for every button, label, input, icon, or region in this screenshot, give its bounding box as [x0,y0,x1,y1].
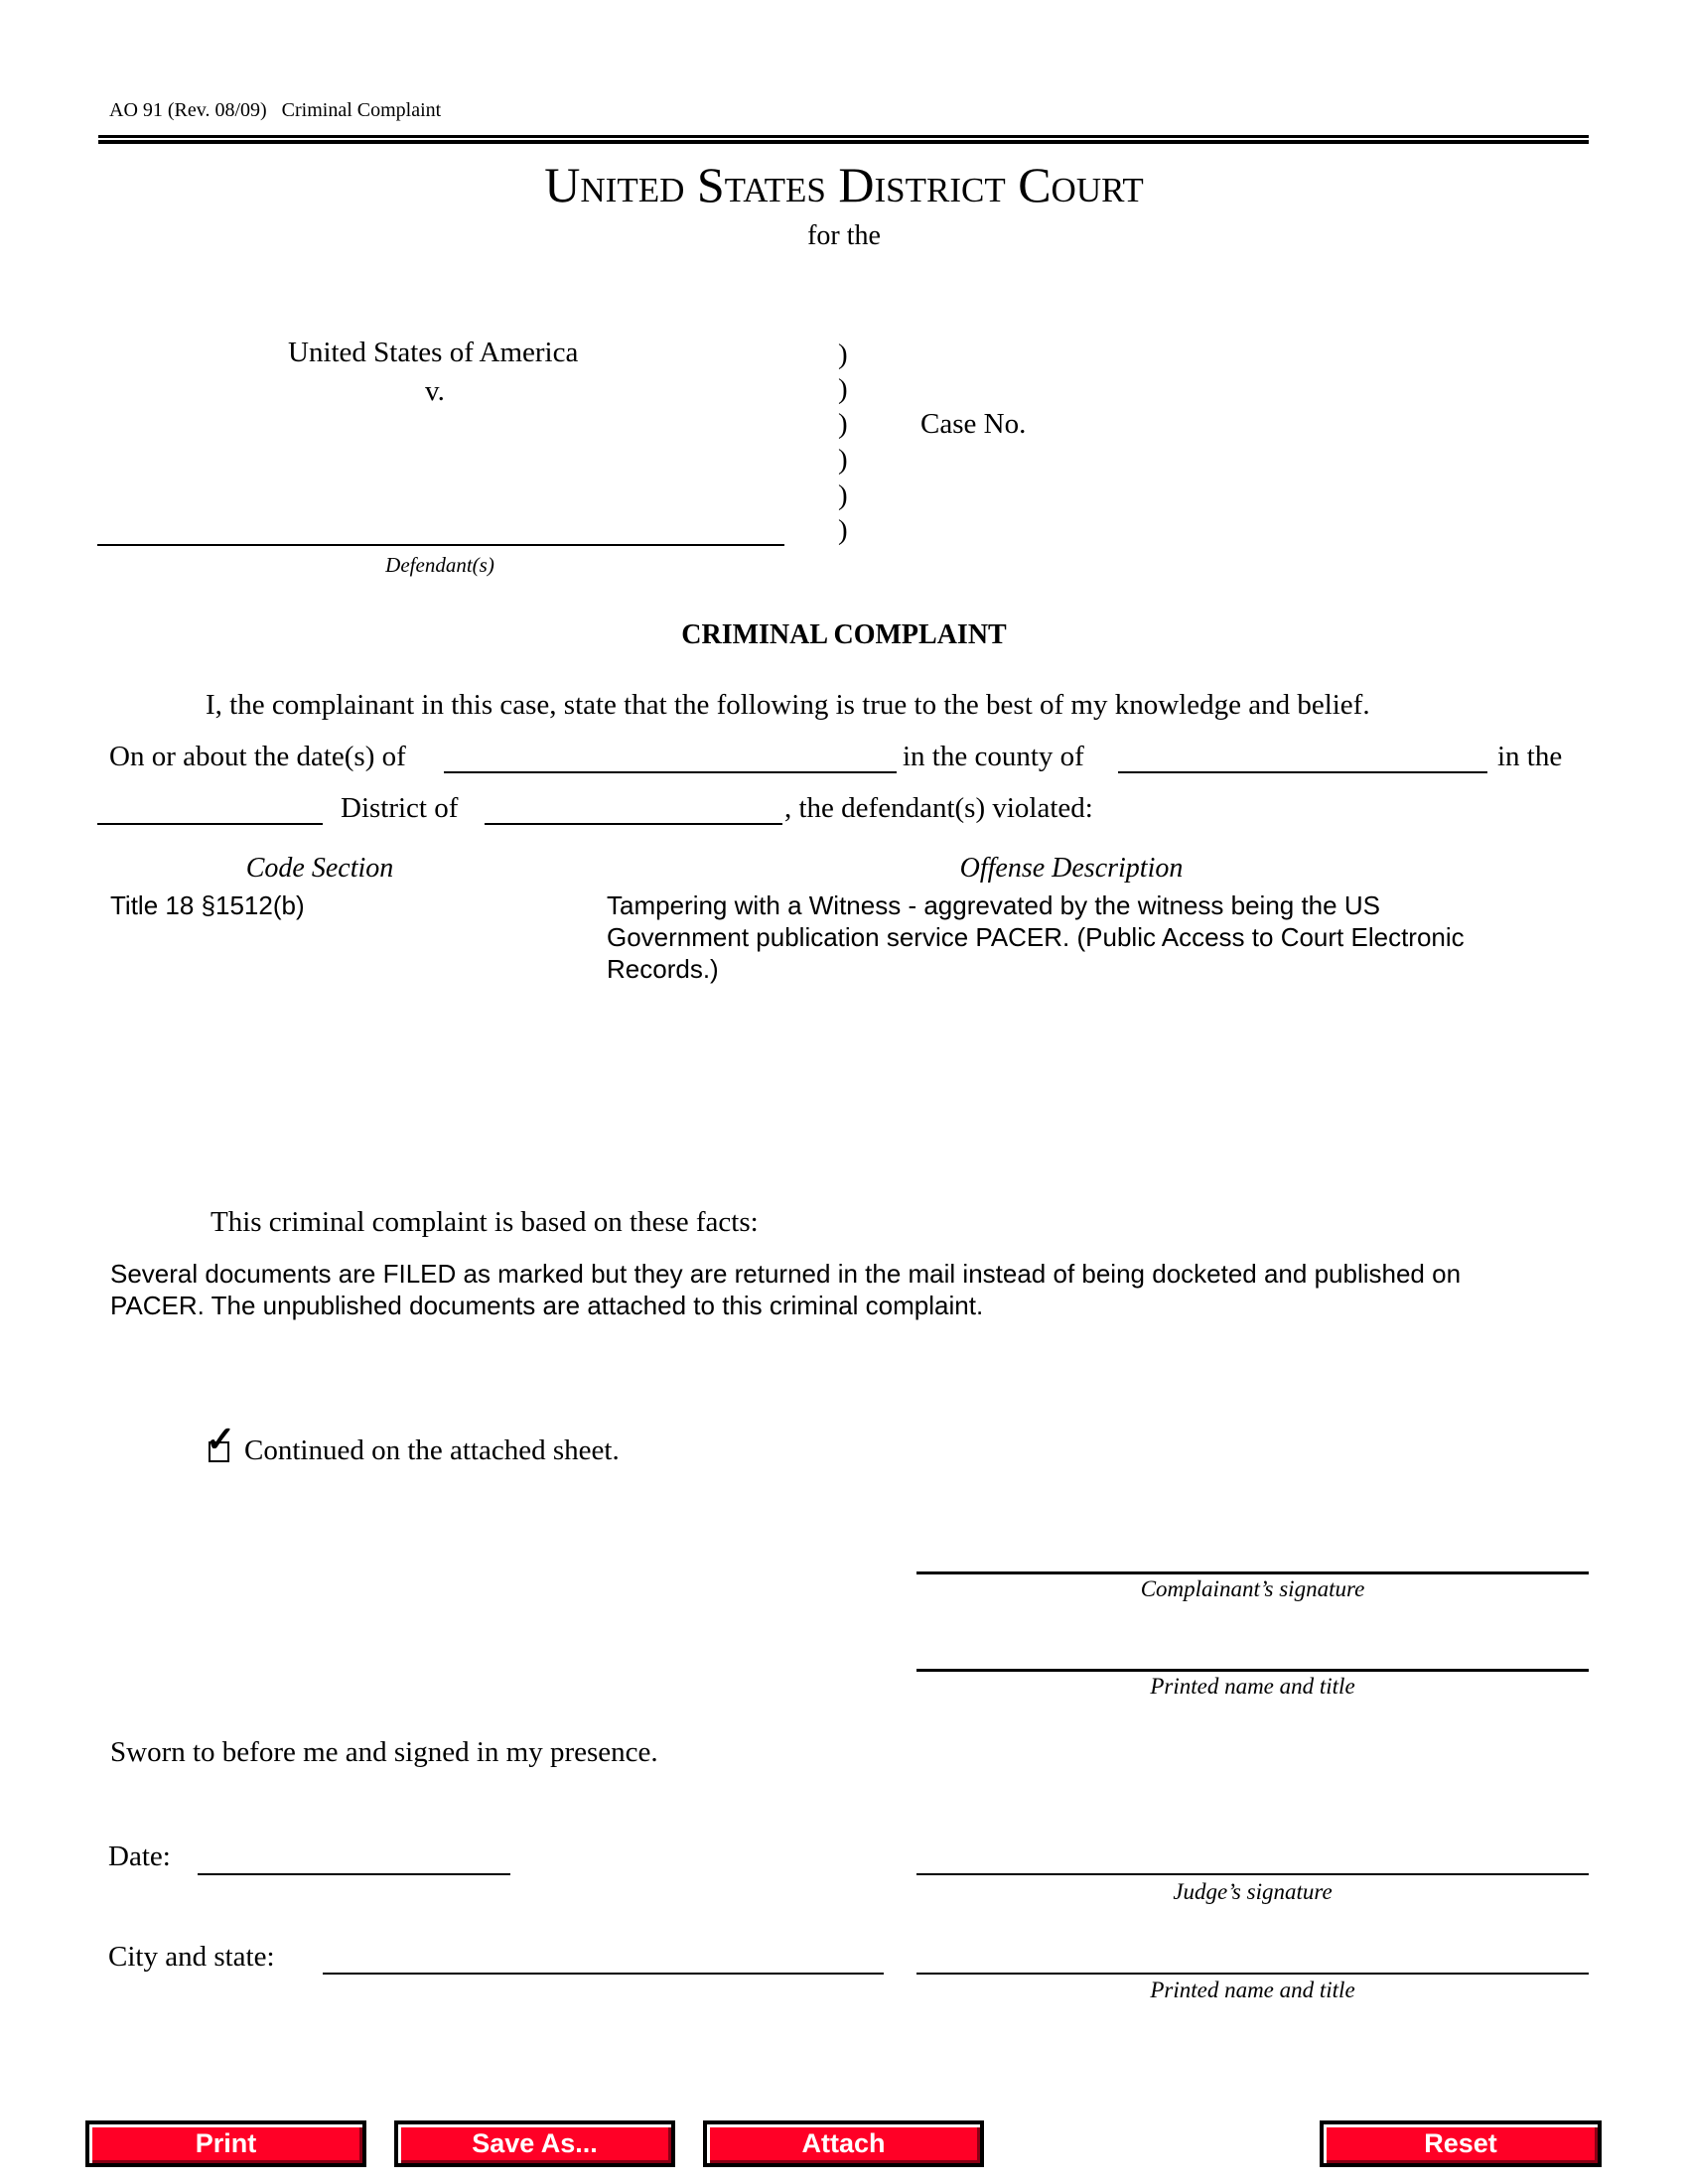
sworn-date-line [198,1873,510,1875]
continued-label: Continued on the attached sheet. [244,1434,620,1466]
attach-button[interactable]: Attach [703,2120,984,2167]
reset-button[interactable]: Reset [1320,2120,1602,2167]
district-prefix-field[interactable] [97,788,323,822]
defendant-caption: Defendant(s) [385,553,494,577]
caption-paren: ) [838,339,848,370]
judge-signature-line [916,1873,1589,1875]
court-subtitle: for the [807,220,881,251]
save-as-button[interactable]: Save As... [394,2120,675,2167]
judge-printed-name-caption: Printed name and title [1150,1978,1355,2002]
judge-printed-name-line [916,1973,1589,1975]
county-field[interactable] [1118,737,1487,770]
county-label: in the county of [903,741,1084,772]
caption-paren: ) [838,373,848,405]
caption-paren: ) [838,444,848,476]
facts-label: This criminal complaint is based on these facts: [211,1206,759,1238]
defendant-line [97,544,784,546]
sworn-date-label: Date: [108,1841,171,1872]
code-section-header: Code Section [245,853,394,884]
facts-line[interactable]: Several documents are FILED as marked but they are returned in the mail instead of being docketed and published on [110,1259,1462,1289]
header-rule-bottom [98,140,1589,144]
district-label: District of [341,792,459,824]
defendant-field[interactable] [97,496,784,544]
plaintiff-name: United States of America [288,337,579,368]
case-no-label: Case No. [920,408,1027,440]
in-the-label: in the [1497,741,1563,772]
court-title: United States District Court [544,157,1144,212]
versus-label: v. [425,375,445,407]
district-line [485,823,782,825]
judge-signature-caption: Judge’s signature [1173,1879,1333,1904]
offense-date-line [444,771,897,773]
facts-line[interactable]: PACER. The unpublished documents are attached to this criminal complaint. [110,1291,984,1320]
date-label: On or about the date(s) of [109,741,406,772]
form-number: AO 91 (Rev. 08/09) Criminal Complaint [109,99,442,121]
offense-description-line[interactable]: Records.) [607,954,719,984]
district-field[interactable] [485,788,782,822]
offense-description-line[interactable]: Tampering with a Witness - aggrevated by the witness being the US [607,890,1380,920]
header-rule-top [98,135,1589,138]
complainant-statement: I, the complainant in this case, state that the following is true to the best of my knowledge and belief. [206,689,1370,721]
complainant-printed-name-line [916,1669,1589,1672]
code-section-value[interactable]: Title 18 §1512(b) [110,890,305,920]
city-state-label: City and state: [108,1941,275,1973]
offense-date-field[interactable] [444,737,897,770]
caption-paren: ) [838,408,848,440]
county-line [1118,771,1487,773]
caption-paren: ) [838,514,848,546]
complainant-printed-name-caption: Printed name and title [1150,1674,1355,1699]
complainant-signature-line [916,1571,1589,1574]
sworn-date-field[interactable] [198,1839,510,1872]
city-state-line [323,1973,884,1975]
sworn-statement: Sworn to before me and signed in my presence. [110,1736,658,1768]
city-state-field[interactable] [323,1938,884,1972]
district-prefix-line [97,823,323,825]
offense-description-line[interactable]: Government publication service PACER. (Public Access to Court Electronic [607,922,1465,952]
case-no-field[interactable] [1043,408,1539,442]
violated-label: , the defendant(s) violated: [784,792,1093,824]
checkmark-icon: ✓ [206,1420,236,1459]
complainant-signature-caption: Complainant’s signature [1140,1576,1365,1601]
offense-description-header: Offense Description [959,853,1184,884]
print-button[interactable]: Print [85,2120,366,2167]
complaint-title: CRIMINAL COMPLAINT [681,619,1007,650]
caption-paren: ) [838,479,848,511]
